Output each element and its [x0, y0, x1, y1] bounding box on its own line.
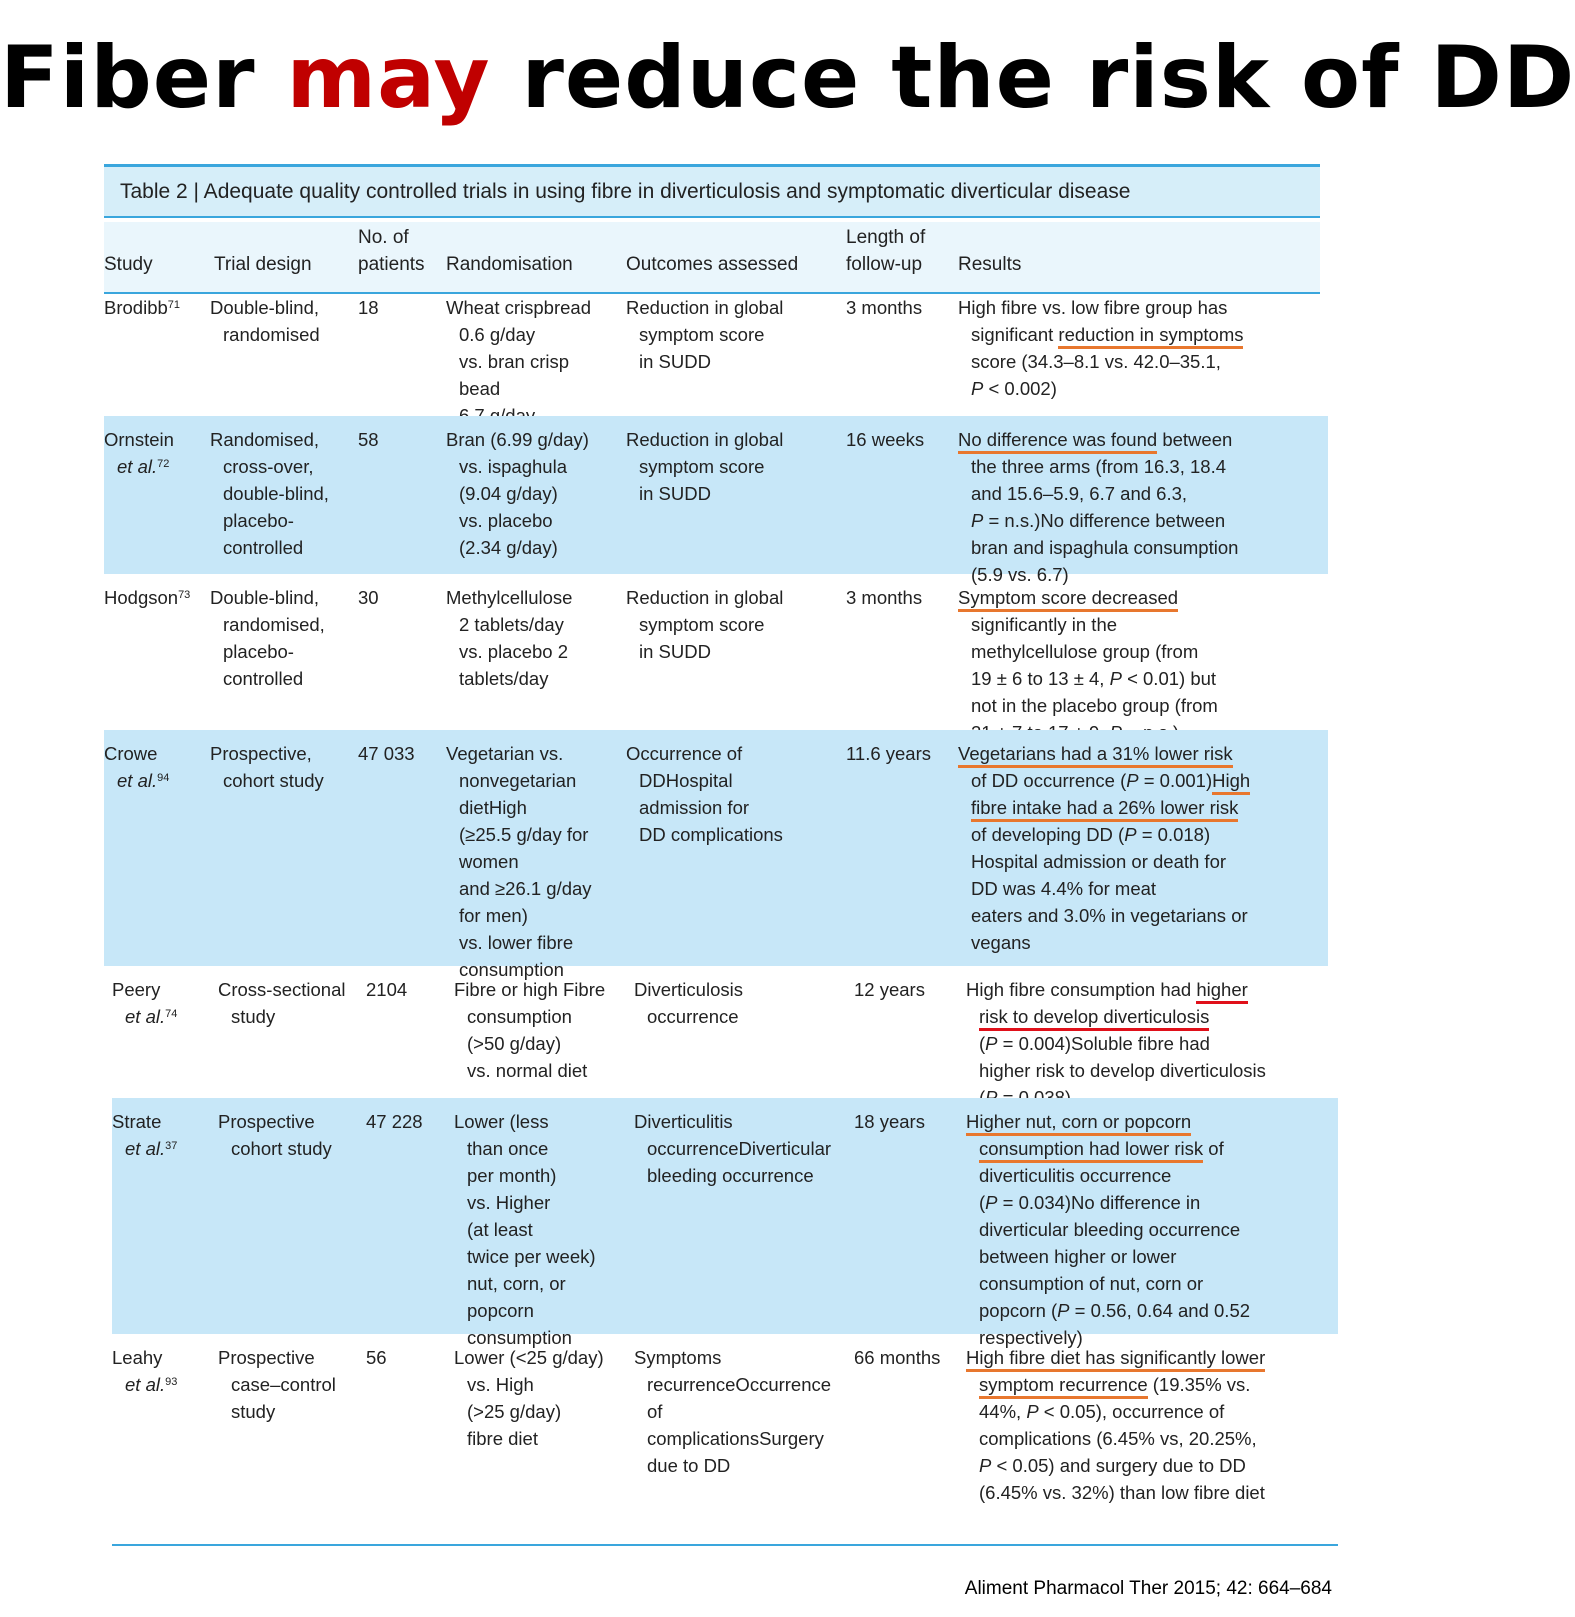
cell-patients: 18	[358, 297, 379, 318]
title-part-1: Fiber	[0, 28, 287, 128]
cell-outcomes: Diverticulitis occurrenceDiverticular bleeding occurrence	[634, 1111, 832, 1186]
table-row	[104, 574, 1328, 730]
cell-results: Higher nut, corn or popcorn consumption had lower risk of diverticulitis occurrence (P = 0.034)No difference in diverticular bleeding occurrence between higher or lower consumption of nut, corn or popcorn (P = 0.56, 0.64 and 0.52 respectively)	[966, 1111, 1251, 1348]
cell-outcomes: Occurrence of DDHospital admission for DD complications	[626, 743, 783, 845]
citation: Aliment Pharmacol Ther 2015; 42: 664–684	[964, 1578, 1332, 1599]
cell-trial-design: Double-blind, randomised	[210, 297, 320, 345]
cell-patients: 30	[358, 587, 379, 608]
cell-results: No difference was found between the three arms (from 16.3, 18.4 and 15.6–5.9, 6.7 and 6.3, P = n.s.)No difference between bran and ispaghula consumption (5.9 vs. 6.7)	[958, 429, 1239, 585]
cell-results: High fibre vs. low fibre group has significant reduction in symptoms score (34.3–8.1 vs. 42.0–35.1, P < 0.002)	[958, 297, 1244, 399]
cell-outcomes: Symptoms recurrenceOccurrence of complicationsSurgery due to DD	[634, 1347, 832, 1476]
cell-results: High fibre consumption had higher risk to develop diverticulosis (P = 0.004)Soluble fibre had higher risk to develop diverticulosis	[966, 979, 1266, 1081]
slide-title	[0, 28, 1575, 128]
cell-randomisation: Wheat crispbread 0.6 g/day vs. bran crisp bead	[446, 297, 591, 399]
cell-patients: 56	[366, 1347, 387, 1368]
header-outcomes-assessed: Outcomes assessed	[626, 254, 799, 275]
header-results: Results	[958, 254, 1022, 275]
cell-follow-up: 12 years	[854, 979, 925, 1000]
cell-follow-up: 18 years	[854, 1111, 925, 1132]
cell-trial-design: Prospective cohort study	[218, 1111, 332, 1159]
cell-trial-design: Prospective, cohort study	[210, 743, 324, 791]
cell-outcomes: Diverticulosis occurrence	[634, 979, 743, 1027]
cell-randomisation: Fibre or high Fibre consumption (>50 g/day) vs. normal diet	[454, 979, 606, 1081]
table-row	[112, 966, 1338, 1098]
title-emphasis: may	[286, 28, 491, 128]
cell-study: Strate et al.$^{37}$	[112, 1111, 178, 1159]
cell-randomisation: Vegetarian vs. nonvegetarian dietHigh (≥25.5 g/day for women and ≥26.1 g/day for men) vs. lower fibre consumption	[446, 743, 592, 980]
cell-trial-design: Randomised, cross-over, double-blind, placebo- controlled	[210, 429, 329, 558]
header-length-of-follow-up: Length of follow-up	[846, 227, 926, 275]
header-no-of-patients: No. of patients	[358, 227, 425, 275]
cell-follow-up: 11.6 years	[846, 743, 932, 764]
cell-study: Leahy et al.$^{93}$	[112, 1347, 178, 1395]
cell-study: Crowe et al.$^{94}$	[104, 743, 170, 791]
cell-results: Vegetarians had a 31% lower risk of DD occurrence (P = 0.001)High fibre intake had a 26% lower risk of developing DD (P = 0.018) Hospital admission or death for DD was 4.4% for meat eaters and 3.0% in vegetarians or vegans	[958, 743, 1251, 953]
header-randomisation: Randomisation	[446, 254, 573, 275]
cell-trial-design: Cross-sectional study	[218, 979, 346, 1027]
cell-study: Peery et al.$^{74}$	[112, 979, 178, 1027]
cell-patients: 2104	[366, 979, 408, 1000]
cell-patients: 58	[358, 429, 379, 450]
table-row	[112, 1334, 1338, 1542]
cell-patients: 47 228	[366, 1111, 423, 1132]
cell-results: High fibre diet has significantly lower symptom recurrence (19.35% vs. 44%, P < 0.05), occurrence of complications (6.45% vs, 20.25%, P < 0.05) and surgery due to DD (6.45% vs. 32%) than low fibre diet	[966, 1347, 1266, 1503]
table-row	[104, 284, 1328, 416]
table-row	[104, 730, 1328, 980]
cell-study: Hodgson$^{73}$	[104, 587, 191, 608]
cell-outcomes: Reduction in global symptom score in SUDD	[626, 587, 784, 662]
cell-randomisation: Bran (6.99 g/day) vs. ispaghula (9.04 g/day) vs. placebo (2.34 g/day)	[446, 429, 589, 558]
cell-follow-up: 3 months	[846, 587, 923, 608]
cell-randomisation: Lower (less than once per month) vs. Higher (at least twice per week) nut, corn, or popcorn consumption	[454, 1111, 596, 1348]
cell-outcomes: Reduction in global symptom score in SUDD	[626, 429, 784, 504]
table-row	[104, 416, 1328, 585]
title-part-2: reduce the risk of DD	[490, 28, 1575, 128]
cell-study: Ornstein et al.$^{72}$	[104, 429, 174, 477]
header-trial-design: Trial design	[214, 254, 312, 275]
table-row	[112, 1098, 1338, 1348]
cell-trial-design: Double-blind, randomised, placebo- controlled	[210, 587, 325, 689]
cell-study: Brodibb$^{71}$	[104, 297, 181, 318]
cell-randomisation: Methylcellulose 2 tablets/day vs. placebo 2 tablets/day	[446, 587, 573, 689]
cell-results: Symptom score decreased significantly in the methylcellulose group (from 19 ± 6 to 13 ± 4, P < 0.01) but not in the placebo group (from	[958, 587, 1218, 716]
cell-patients: 47 033	[358, 743, 415, 764]
cell-follow-up: 66 months	[854, 1347, 941, 1368]
cell-trial-design: Prospective case–control study	[218, 1347, 336, 1422]
cell-outcomes: Reduction in global symptom score in SUDD	[626, 297, 784, 372]
cell-follow-up: 3 months	[846, 297, 923, 318]
cell-follow-up: 16 weeks	[846, 429, 925, 450]
table-bottom-rule	[112, 1544, 1338, 1546]
table-caption: Table 2 | Adequate quality controlled trials in using fibre in diverticulosis and symptomatic diverticular disease	[104, 164, 1320, 218]
cell-randomisation: Lower (<25 g/day) vs. High (>25 g/day) fibre diet	[454, 1347, 604, 1449]
header-study: Study	[104, 254, 153, 275]
